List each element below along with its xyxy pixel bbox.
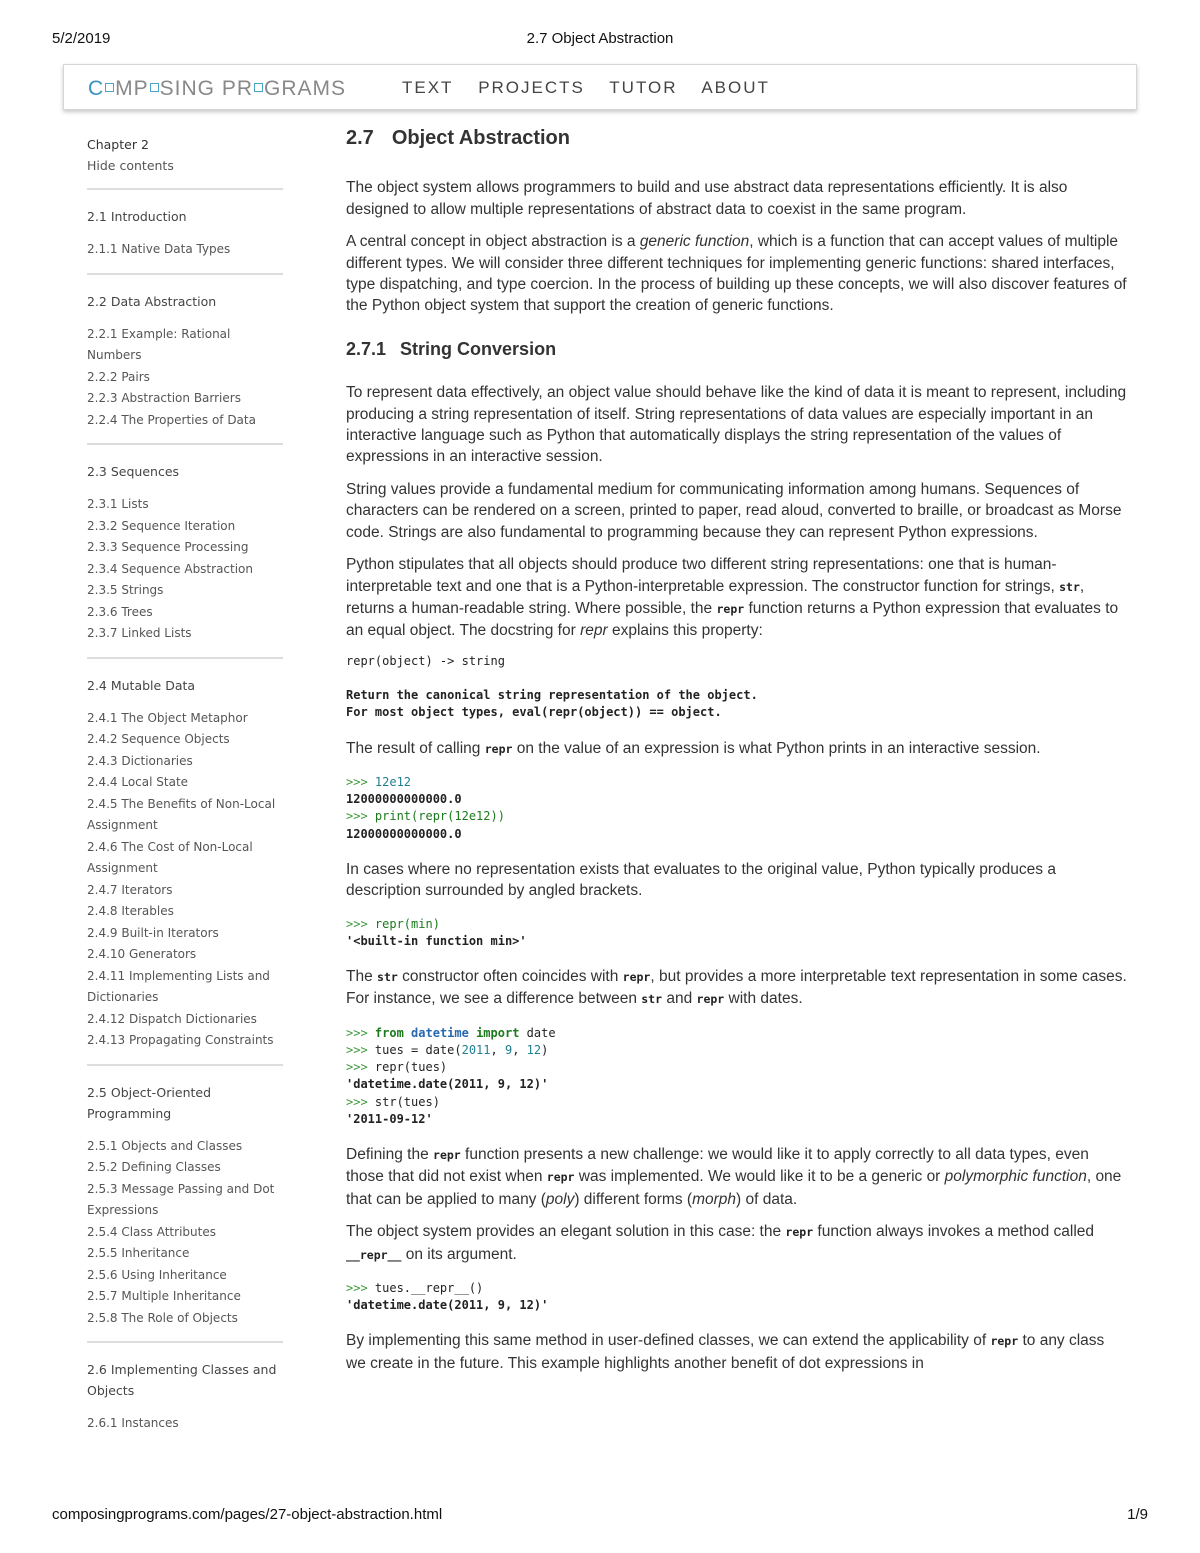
- paragraph: To represent data effectively, an object value should behave like the kind of data it is meant to represent, including producing a string representation of itself. String representations of data values are especially important in an interactive language such as Python that automatically displays the string representation of the values of expressions in an interactive session.: [346, 384, 1127, 466]
- toc-subsection-link[interactable]: 2.4.6 The Cost of Non-Local Assignment: [87, 839, 253, 875]
- nav-link-about[interactable]: ABOUT: [701, 78, 770, 97]
- nav-link-text[interactable]: TEXT: [402, 78, 454, 97]
- toc-section-link[interactable]: 2.1 Introduction: [87, 209, 187, 224]
- code-example: >>> from datetime import date >>> tues = date(2011, 9, 12) >>> repr(tues) 'datetime.date(2011, 9, 12)' >>> str(tues) '2011-09-12': [346, 1025, 556, 1126]
- paragraph: The object system allows programmers to build and use abstract data representations efficiently. It is also designed to allow multiple representations of abstract data to coexist in the same program.: [346, 179, 1068, 218]
- sidebar-toc: [87, 134, 283, 1435]
- toc-subsection-link[interactable]: 2.2.2 Pairs: [87, 369, 150, 384]
- toc-divider: [87, 657, 283, 659]
- toc-subsection-link[interactable]: 2.3.7 Linked Lists: [87, 626, 192, 640]
- toc-subsection-link[interactable]: 2.2.1 Example: Rational Numbers: [87, 326, 231, 362]
- paragraph: In cases where no representation exists that evaluates to the original value, Python typically produces a description surrounded by angled brackets.: [346, 860, 1056, 900]
- main-content: [346, 128, 1128, 1385]
- paragraph: The result of calling repr on the value of an expression is what Python prints in an interactive session.: [346, 739, 1041, 757]
- paragraph: String values provide a fundamental medium for communicating information among humans. Sequences of characters can be rendered on a screen, printed to paper, read aloud, converted to braille, or broadcast as Morse code. Strings are also fundamental to programming because they can represent Python expressions.: [346, 480, 1122, 541]
- toc-subsection-link[interactable]: 2.5.8 The Role of Objects: [87, 1310, 238, 1325]
- code-example: >>> repr(min) '<built-in function min>': [346, 916, 527, 948]
- nav-link-tutor[interactable]: TUTOR: [609, 78, 678, 97]
- paragraph: The str constructor often coincides with repr, but provides a more interpretable text representation in some cases. For instance, we see a difference between str and repr with dates.: [346, 967, 1127, 1008]
- toc-section-link[interactable]: 2.3 Sequences: [87, 464, 180, 479]
- toc-subsection-link[interactable]: 2.4.4 Local State: [87, 775, 189, 789]
- toc-section-link[interactable]: 2.6 Implementing Classes and Objects: [87, 1362, 277, 1398]
- toc-section-link[interactable]: 2.4 Mutable Data: [87, 677, 196, 693]
- page-title: 2.7 Object Abstraction: [346, 127, 570, 149]
- toc-subsection-link[interactable]: 2.2.4 The Properties of Data: [87, 412, 256, 427]
- toc-subsection-link[interactable]: 2.4.2 Sequence Objects: [87, 732, 230, 746]
- docstring-block: repr(object) -> string Return the canonical string representation of the object. For most object types, eval(repr(object)) == object.: [346, 653, 758, 720]
- toc-subsection-link[interactable]: 2.6.1 Instances: [87, 1416, 179, 1430]
- hide-contents-link[interactable]: Hide contents: [87, 158, 174, 173]
- toc-divider: [87, 188, 283, 190]
- code-example: >>> 12e12 12000000000000.0 >>> print(repr(12e12)) 12000000000000.0: [346, 774, 505, 841]
- toc-subsection-link[interactable]: 2.5.1 Objects and Classes: [87, 1138, 243, 1153]
- nav-link-projects[interactable]: PROJECTS: [478, 78, 585, 97]
- nav-links: [402, 78, 788, 98]
- toc-subsection-link[interactable]: 2.3.4 Sequence Abstraction: [87, 561, 254, 576]
- toc-subsection-link[interactable]: 2.4.5 The Benefits of Non-Local Assignment: [87, 796, 276, 832]
- print-date: 5/2/2019: [52, 30, 111, 47]
- toc-subsection-link[interactable]: 2.4.1 The Object Metaphor: [87, 710, 248, 725]
- paragraph: By implementing this same method in user-defined classes, we can extend the applicability of repr to any class we create in the future. This example highlights another benefit of dot expressions in: [346, 1332, 1105, 1372]
- toc-subsection-link[interactable]: 2.4.3 Dictionaries: [87, 753, 193, 768]
- logo-square-icon: [254, 83, 263, 92]
- toc-subsection-link[interactable]: 2.4.7 Iterators: [87, 882, 173, 897]
- toc-divider: [87, 1341, 283, 1343]
- toc-subsection-link[interactable]: 2.4.11 Implementing Lists and Dictionaries: [87, 968, 270, 1004]
- toc-sections: [87, 188, 283, 1435]
- toc-divider: [87, 273, 283, 275]
- paragraph: The object system provides an elegant solution in this case: the repr function always invokes a method called __repr__ on its argument.: [346, 1223, 1095, 1263]
- logo-square-icon: [105, 83, 114, 92]
- toc-subsection-link[interactable]: 2.5.6 Using Inheritance: [87, 1267, 227, 1282]
- page-url: composingprograms.com/pages/27-object-abstraction.html: [52, 1506, 443, 1523]
- toc-section-link[interactable]: 2.5 Object-Oriented Programming: [87, 1084, 212, 1121]
- toc-section-link[interactable]: 2.2 Data Abstraction: [87, 293, 217, 309]
- toc-subsection-link[interactable]: 2.5.3 Message Passing and Dot Expressions: [87, 1181, 275, 1217]
- chapter-label: Chapter 2: [87, 137, 149, 152]
- toc-subsection-link[interactable]: 2.5.5 Inheritance: [87, 1246, 190, 1260]
- top-navbar: [63, 64, 1137, 110]
- toc-subsection-link[interactable]: 2.3.1 Lists: [87, 497, 149, 511]
- toc-subsection-link[interactable]: 2.3.3 Sequence Processing: [87, 540, 249, 554]
- toc-subsection-link[interactable]: 2.4.8 Iterables: [87, 904, 174, 918]
- toc-subsection-link[interactable]: 2.5.7 Multiple Inheritance: [87, 1289, 241, 1303]
- toc-subsection-link[interactable]: 2.4.12 Dispatch Dictionaries: [87, 1011, 257, 1026]
- toc-subsection-link[interactable]: 2.5.2 Defining Classes: [87, 1160, 221, 1174]
- toc-subsection-link[interactable]: 2.3.2 Sequence Iteration: [87, 518, 236, 533]
- paragraph: Defining the repr function presents a new challenge: we would like it to apply correctly to all data types, even those that did not exist when repr was implemented. We would like it to be a generic or polymorphic function, one that can be applied to many (poly) different forms (morph) of data.: [346, 1146, 1122, 1208]
- paragraph: Python stipulates that all objects should produce two different string representations: one that is human-interpretable text and one that is a Python-interpretable expression. The constructor function for strings, str, returns a human-readable string. Where possible, the repr function returns a Python expression that evaluates to an equal object. The docstring for repr explains this property:: [346, 556, 1119, 640]
- page-number: 1/9: [1127, 1506, 1148, 1523]
- toc-subsection-link[interactable]: 2.4.10 Generators: [87, 947, 197, 961]
- print-header: [0, 30, 1200, 48]
- toc-subsection-link[interactable]: 2.2.3 Abstraction Barriers: [87, 391, 241, 405]
- print-title: 2.7 Object Abstraction: [526, 30, 674, 47]
- toc-divider: [87, 443, 283, 445]
- toc-subsection-link[interactable]: 2.3.6 Trees: [87, 604, 153, 619]
- toc-subsection-link[interactable]: 2.4.9 Built-in Iterators: [87, 925, 219, 940]
- section-title: 2.7.1 String Conversion: [346, 338, 557, 359]
- toc-subsection-link[interactable]: 2.4.13 Propagating Constraints: [87, 1033, 274, 1047]
- toc-divider: [87, 1064, 283, 1066]
- logo-square-icon: [150, 83, 159, 92]
- toc-subsection-link[interactable]: 2.5.4 Class Attributes: [87, 1224, 216, 1239]
- brand-logo[interactable]: C MP SING PR GRAMS: [88, 77, 347, 100]
- toc-subsection-link[interactable]: 2.3.5 Strings: [87, 583, 164, 597]
- paragraph: A central concept in object abstraction is a generic function, which is a function that can accept values of multiple different types. We will consider three different techniques for implementing generic functions: shared interfaces, type dispatching, and type coercion. In the process of building up these concepts, we will also discover features of the Python object system that support the creation of generic functions.: [346, 233, 1127, 315]
- code-example: >>> tues.__repr__() 'datetime.date(2011, 9, 12)': [346, 1281, 549, 1313]
- toc-subsection-link[interactable]: 2.1.1 Native Data Types: [87, 242, 231, 256]
